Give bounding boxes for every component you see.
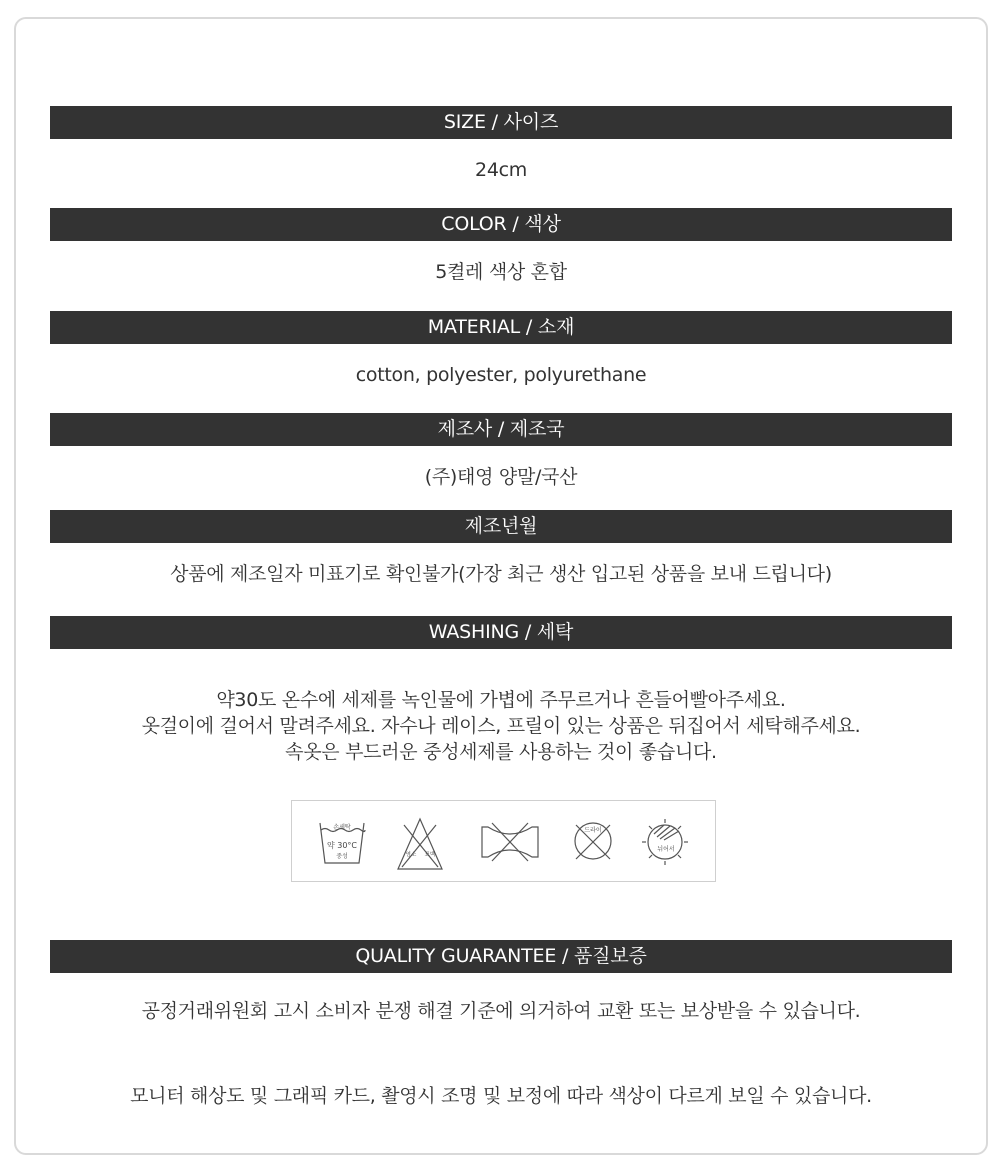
quality-value: 공정거래위원회 고시 소비자 분쟁 해결 기준에 의거하여 교환 또는 보상받을 수 있습니다. (141, 1000, 861, 1022)
date-header: 제조년월 (50, 510, 952, 543)
washing-line: 옷걸이에 걸어서 말려주세요. 자수나 레이스, 프릴이 있는 상품은 뒤집어서 세탁해주세요. (141, 715, 861, 737)
flat-dry-label: 뉘어서 (657, 846, 675, 853)
maker-header: 제조사 / 제조국 (50, 413, 952, 446)
washing-line: 속옷은 부드러운 중성세제를 사용하는 것이 좋습니다. (285, 741, 717, 763)
quality-header: QUALITY GUARANTEE / 품질보증 (50, 940, 952, 973)
no-dry-clean-icon (575, 823, 611, 859)
hand-wash-icon (320, 823, 365, 863)
hand-wash-label: 손세탁 (333, 824, 351, 831)
bleach-chlorine-label: 염소 (405, 852, 417, 858)
material-header: MATERIAL / 소재 (50, 311, 952, 344)
monitor-notice: 모니터 해상도 및 그래픽 카드, 촬영시 조명 및 보정에 따라 색상이 다르게 보일 수 있습니다. (130, 1085, 872, 1107)
hand-wash-detergent: 중성 (336, 853, 348, 860)
no-bleach-icon (398, 819, 442, 869)
size-header: SIZE / 사이즈 (50, 106, 952, 139)
washing-line: 약30도 온수에 세제를 녹인물에 가볍에 주무르거나 흔들어빨아주세요. (216, 689, 786, 711)
dry-clean-label: 드라이 (584, 827, 602, 834)
date-value: 상품에 제조일자 미표기로 확인불가(가장 최근 생산 입고된 상품을 보내 드립니다) (170, 563, 832, 585)
size-value: 24cm (475, 159, 527, 181)
washing-instructions (50, 687, 952, 765)
care-symbols-box (291, 800, 716, 882)
no-wring-icon (482, 823, 538, 861)
color-value: 5켤레 색상 혼합 (435, 261, 567, 283)
flat-dry-icon (642, 819, 688, 865)
bleach-label: 표백 (424, 852, 436, 858)
washing-header: WASHING / 세탁 (50, 616, 952, 649)
maker-value: (주)태영 양말/국산 (424, 466, 578, 488)
material-value: cotton, polyester, polyurethane (355, 364, 647, 386)
color-header: COLOR / 색상 (50, 208, 952, 241)
hand-wash-temp: 약 30°C (326, 841, 358, 850)
